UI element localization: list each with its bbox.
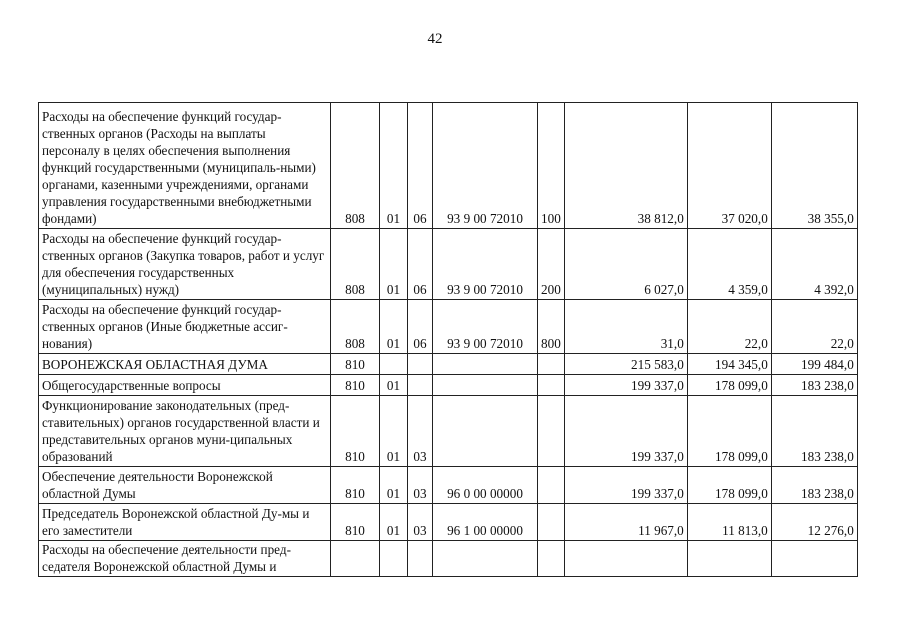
- target-article-cell: [433, 541, 538, 577]
- amount-year1-cell: 215 583,0: [564, 354, 687, 375]
- section-code-cell: 01: [380, 396, 408, 467]
- section-code-cell: 01: [380, 300, 408, 354]
- expense-type-cell: [538, 467, 565, 504]
- subsection-code-cell: 06: [408, 229, 433, 300]
- subsection-code-cell: 03: [408, 467, 433, 504]
- amount-year2-cell: 4 359,0: [687, 229, 771, 300]
- amount-year2-cell: 178 099,0: [687, 375, 771, 396]
- amount-year1-cell: 6 027,0: [564, 229, 687, 300]
- target-article-cell: 93 9 00 72010: [433, 103, 538, 229]
- target-article-cell: 96 0 00 00000: [433, 467, 538, 504]
- amount-year2-cell: 11 813,0: [687, 504, 771, 541]
- row-name-cell: Общегосударственные вопросы: [39, 375, 331, 396]
- expense-type-cell: 200: [538, 229, 565, 300]
- subsection-code-cell: [408, 541, 433, 577]
- amount-year2-cell: 194 345,0: [687, 354, 771, 375]
- budget-table: [38, 102, 858, 577]
- row-name-cell: Функционирование законодательных (пред-ставительных) органов государственной власти и представительных органов муни-ципальных образований: [39, 396, 331, 467]
- amount-year1-cell: 199 337,0: [564, 467, 687, 504]
- table-row: [39, 375, 858, 396]
- table-row: [39, 300, 858, 354]
- amount-year2-cell: 178 099,0: [687, 396, 771, 467]
- amount-year3-cell: 183 238,0: [771, 396, 857, 467]
- ministry-code-cell: 810: [331, 396, 380, 467]
- expense-type-cell: [538, 541, 565, 577]
- section-code-cell: 01: [380, 375, 408, 396]
- amount-year1-cell: 38 812,0: [564, 103, 687, 229]
- subsection-code-cell: [408, 375, 433, 396]
- target-article-cell: [433, 375, 538, 396]
- expense-type-cell: [538, 396, 565, 467]
- row-name-cell: ВОРОНЕЖСКАЯ ОБЛАСТНАЯ ДУМА: [39, 354, 331, 375]
- ministry-code-cell: 810: [331, 354, 380, 375]
- amount-year3-cell: 38 355,0: [771, 103, 857, 229]
- subsection-code-cell: 06: [408, 300, 433, 354]
- amount-year2-cell: 22,0: [687, 300, 771, 354]
- amount-year2-cell: 178 099,0: [687, 467, 771, 504]
- amount-year3-cell: [771, 541, 857, 577]
- section-code-cell: [380, 354, 408, 375]
- row-name-cell: Председатель Воронежской областной Ду-мы и его заместители: [39, 504, 331, 541]
- section-code-cell: 01: [380, 467, 408, 504]
- budget-table-body: [39, 103, 858, 577]
- expense-type-cell: 100: [538, 103, 565, 229]
- section-code-cell: 01: [380, 229, 408, 300]
- amount-year1-cell: 11 967,0: [564, 504, 687, 541]
- target-article-cell: [433, 354, 538, 375]
- section-code-cell: 01: [380, 103, 408, 229]
- ministry-code-cell: 810: [331, 504, 380, 541]
- subsection-code-cell: [408, 354, 433, 375]
- amount-year2-cell: [687, 541, 771, 577]
- amount-year3-cell: 12 276,0: [771, 504, 857, 541]
- table-row: [39, 504, 858, 541]
- amount-year3-cell: 183 238,0: [771, 375, 857, 396]
- ministry-code-cell: 810: [331, 467, 380, 504]
- amount-year1-cell: 199 337,0: [564, 375, 687, 396]
- subsection-code-cell: 03: [408, 504, 433, 541]
- table-row: [39, 354, 858, 375]
- amount-year2-cell: 37 020,0: [687, 103, 771, 229]
- table-row: [39, 229, 858, 300]
- amount-year3-cell: 183 238,0: [771, 467, 857, 504]
- table-row: [39, 103, 858, 229]
- amount-year3-cell: 22,0: [771, 300, 857, 354]
- table-row: [39, 467, 858, 504]
- subsection-code-cell: 03: [408, 396, 433, 467]
- row-name-cell: Расходы на обеспечение функций государ-ственных органов (Закупка товаров, работ и услуг для обеспечения государственных (муниципальных) нужд): [39, 229, 331, 300]
- amount-year3-cell: 199 484,0: [771, 354, 857, 375]
- row-name-cell: Расходы на обеспечение деятельности пред-седателя Воронежской областной Думы и: [39, 541, 331, 577]
- amount-year1-cell: [564, 541, 687, 577]
- ministry-code-cell: [331, 541, 380, 577]
- ministry-code-cell: 808: [331, 229, 380, 300]
- amount-year1-cell: 31,0: [564, 300, 687, 354]
- section-code-cell: [380, 541, 408, 577]
- row-name-cell: Расходы на обеспечение функций государ-ственных органов (Иные бюджетные ассиг-нования): [39, 300, 331, 354]
- ministry-code-cell: 808: [331, 103, 380, 229]
- expense-type-cell: 800: [538, 300, 565, 354]
- row-name-cell: Обеспечение деятельности Воронежской областной Думы: [39, 467, 331, 504]
- row-name-cell: Расходы на обеспечение функций государ-ственных органов (Расходы на выплаты персоналу в целях обеспечения выполнения функций государственными (муниципаль-ными) органами, казенными учреждениями, органами управления государственными внебюджетными фондами): [39, 103, 331, 229]
- amount-year3-cell: 4 392,0: [771, 229, 857, 300]
- section-code-cell: 01: [380, 504, 408, 541]
- target-article-cell: 93 9 00 72010: [433, 229, 538, 300]
- expense-type-cell: [538, 504, 565, 541]
- expense-type-cell: [538, 375, 565, 396]
- target-article-cell: [433, 396, 538, 467]
- table-row: [39, 396, 858, 467]
- subsection-code-cell: 06: [408, 103, 433, 229]
- table-row: [39, 541, 858, 577]
- page-number: 42: [427, 31, 443, 47]
- expense-type-cell: [538, 354, 565, 375]
- ministry-code-cell: 810: [331, 375, 380, 396]
- amount-year1-cell: 199 337,0: [564, 396, 687, 467]
- target-article-cell: 93 9 00 72010: [433, 300, 538, 354]
- target-article-cell: 96 1 00 00000: [433, 504, 538, 541]
- ministry-code-cell: 808: [331, 300, 380, 354]
